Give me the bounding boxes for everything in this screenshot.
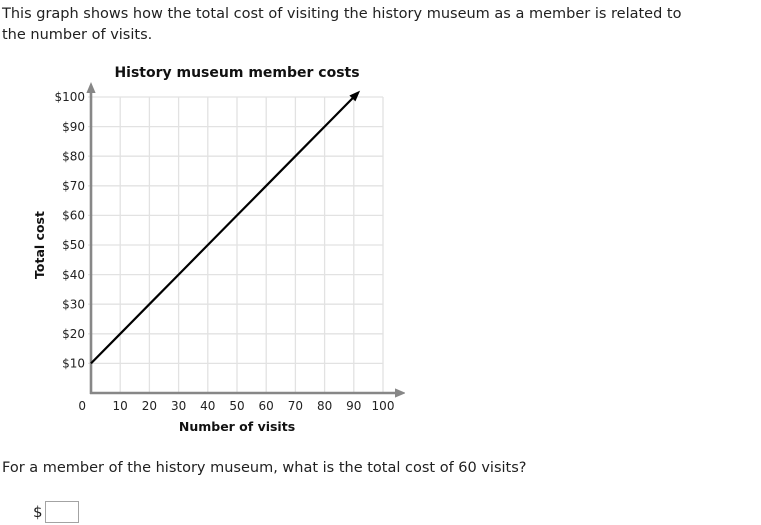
- x-tick-label: 10: [112, 399, 128, 413]
- x-axis-label: Number of visits: [178, 419, 296, 434]
- intro-line-1: This graph shows how the total cost of visiting the history museum as a member is related to: [2, 6, 682, 22]
- x-tick-label: 0: [78, 399, 86, 413]
- currency-symbol: $: [33, 503, 43, 521]
- answer-row: [33, 501, 761, 523]
- intro-line-2: the number of visits.: [2, 27, 153, 43]
- y-tick-label: $40: [62, 267, 85, 282]
- y-tick-label: $70: [62, 179, 85, 193]
- x-tick-label: 20: [141, 399, 158, 413]
- x-tick-label: 60: [258, 399, 274, 413]
- chart-canvas: [30, 60, 405, 438]
- chart-title: History museum member costs: [114, 65, 360, 81]
- y-tick-label: $50: [62, 238, 85, 253]
- cost-chart: [30, 60, 405, 438]
- x-axis-arrowhead-icon: [395, 388, 405, 397]
- x-tick-label: 90: [346, 399, 362, 413]
- y-tick-label: $10: [62, 356, 85, 371]
- y-axis-label: Total cost: [32, 211, 47, 279]
- problem-intro-text: [2, 4, 761, 46]
- y-tick-label: $80: [62, 149, 85, 164]
- x-tick-label: 30: [170, 399, 187, 413]
- y-tick-label: $60: [62, 208, 85, 223]
- page: [0, 4, 761, 523]
- y-tick-label: $90: [62, 119, 85, 134]
- x-tick-label: 100: [371, 399, 395, 413]
- data-line: [91, 97, 354, 363]
- x-tick-label: 40: [200, 399, 216, 413]
- x-tick-label: 70: [287, 399, 304, 413]
- question-text: For a member of the history museum, what is the total cost of 60 visits?: [2, 460, 527, 476]
- y-axis-arrowhead-icon: [86, 82, 95, 93]
- answer-input[interactable]: [45, 501, 79, 523]
- y-tick-label: $30: [62, 297, 85, 312]
- y-tick-label: $20: [62, 327, 85, 341]
- x-tick-label: 80: [316, 399, 333, 413]
- y-tick-label: $100: [54, 90, 85, 105]
- x-tick-label: 50: [229, 399, 245, 413]
